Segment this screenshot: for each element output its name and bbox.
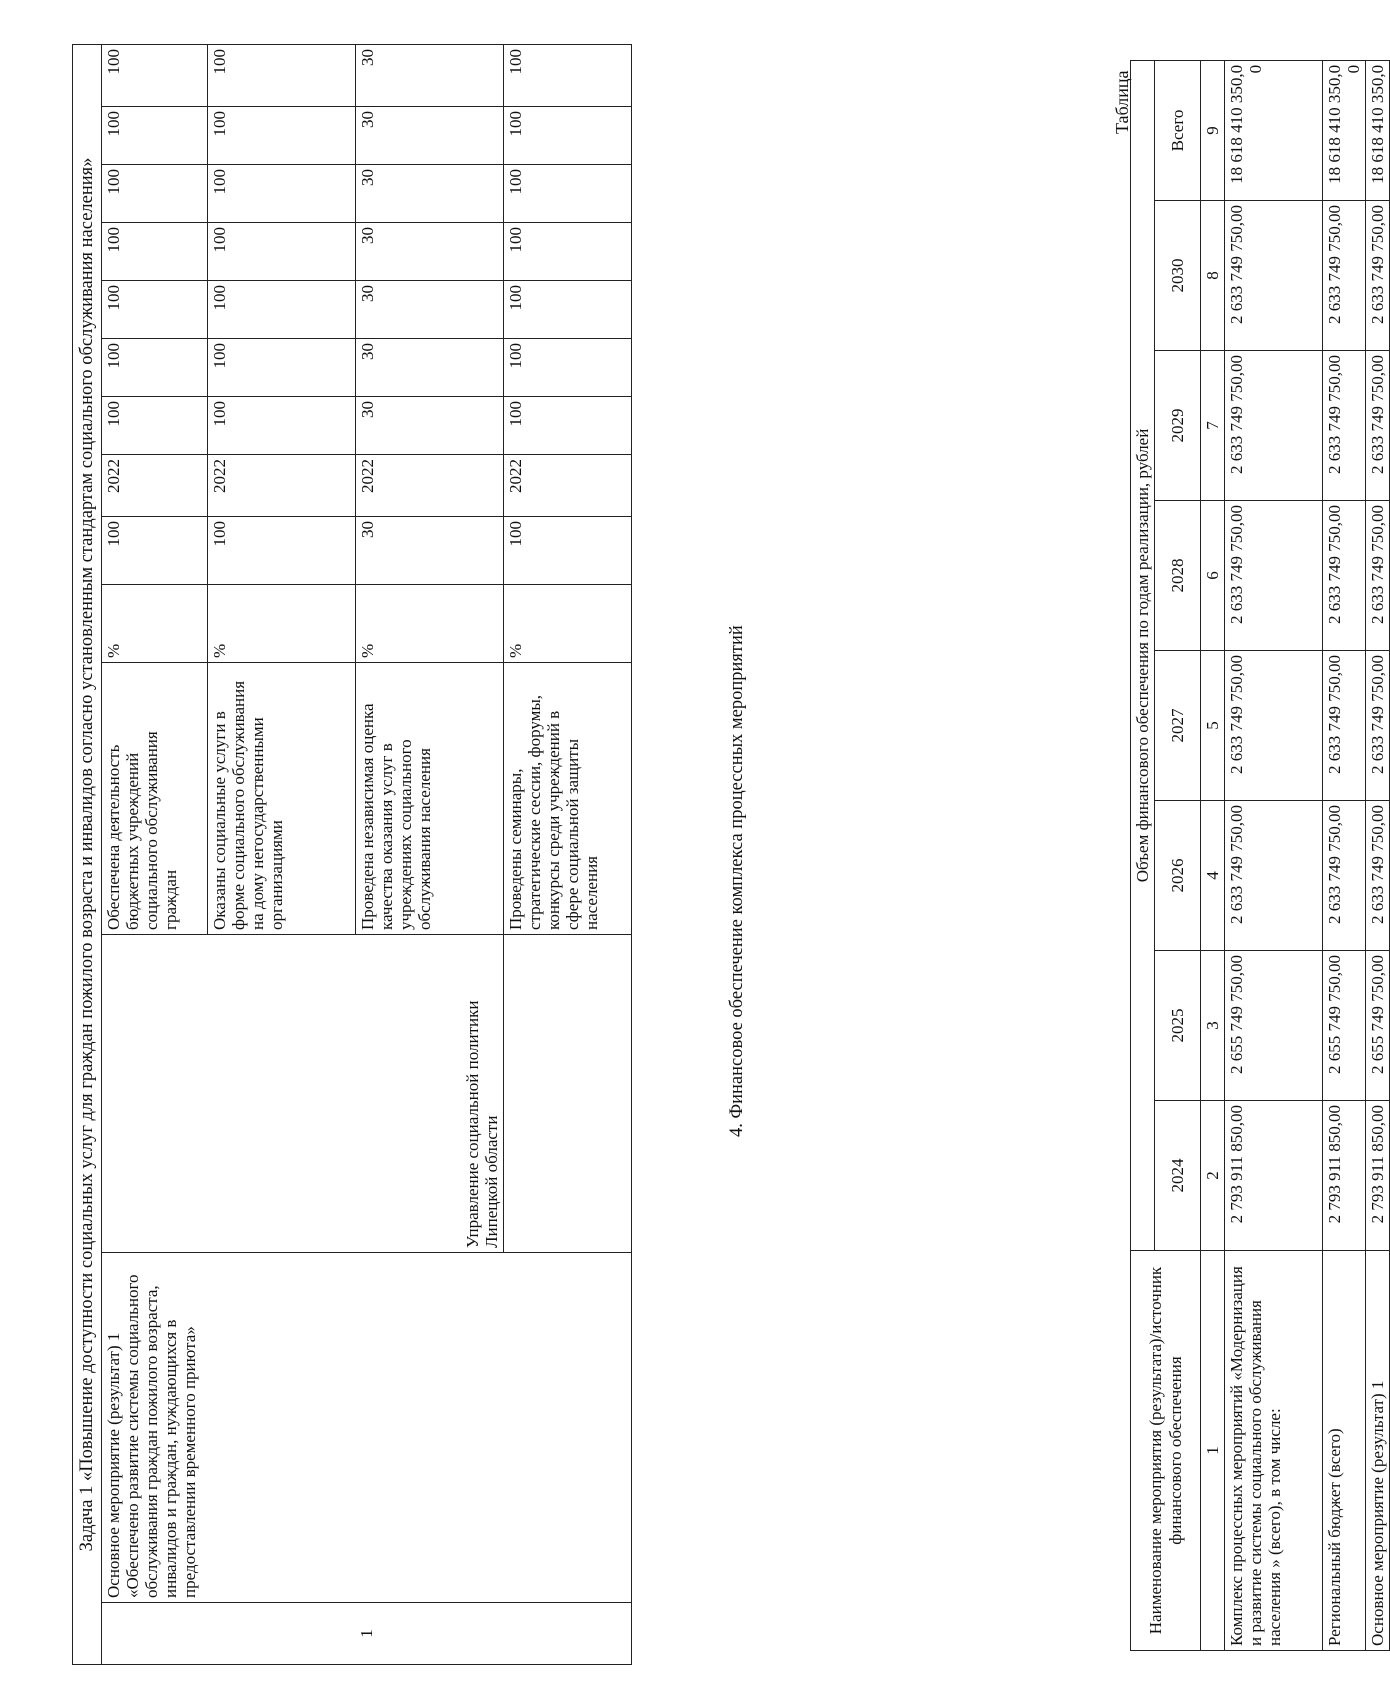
base-value: 100	[101, 517, 207, 585]
table-row	[101, 44, 207, 1664]
funding-group-header: Объем финансового обеспечения по годам реализации, рублей	[1131, 60, 1155, 1250]
row-number: 1	[101, 1603, 631, 1665]
year-header: 2027	[1155, 651, 1201, 801]
target-value: 30	[355, 339, 503, 397]
target-value: 100	[101, 223, 207, 281]
value-cell: 2 655 749 750,00	[1366, 951, 1390, 1101]
value-cell: 2 633 749 750,00	[1225, 351, 1323, 501]
target-value: 100	[503, 165, 631, 223]
total-value: 18 618 410 350,0	[1368, 64, 1388, 184]
target-value: 30	[355, 44, 503, 106]
target-value: 100	[207, 223, 355, 281]
table-row	[1366, 60, 1390, 1650]
base-value: 100	[207, 517, 355, 585]
total-cell	[1225, 60, 1323, 200]
value-cell: 2 633 749 750,00	[1366, 651, 1390, 801]
target-value: 30	[355, 223, 503, 281]
task-title-row	[73, 44, 102, 1664]
column-number-row	[1201, 60, 1225, 1650]
column-number: 9	[1201, 60, 1225, 200]
year-header: 2026	[1155, 801, 1201, 951]
table-label: Таблица	[1112, 70, 1132, 134]
value-cell: 2 633 749 750,00	[1225, 651, 1323, 801]
target-value: 100	[207, 339, 355, 397]
target-value: 100	[503, 107, 631, 165]
target-value: 30	[355, 107, 503, 165]
value-cell: 2 633 749 750,00	[1366, 801, 1390, 951]
year-header: 2030	[1155, 201, 1201, 351]
finance-table	[1130, 60, 1390, 1651]
target-value: 100	[101, 44, 207, 106]
value-cell: 2 633 749 750,00	[1225, 201, 1323, 351]
column-number: 7	[1201, 351, 1225, 501]
column-number: 8	[1201, 201, 1225, 351]
value-cell: 2 633 749 750,00	[1323, 351, 1366, 501]
column-number: 3	[1201, 951, 1225, 1101]
unit-cell: %	[101, 585, 207, 663]
value-cell: 2 633 749 750,00	[1323, 651, 1366, 801]
target-value: 100	[503, 281, 631, 339]
responsible-cell: Управление социальной политики Липецкой области	[101, 935, 503, 1253]
row-name: Основное мероприятие (результат) 1	[1366, 1251, 1390, 1651]
target-value: 100	[101, 397, 207, 455]
target-value: 100	[207, 397, 355, 455]
base-value: 30	[355, 517, 503, 585]
base-value: 100	[503, 517, 631, 585]
target-value: 100	[101, 107, 207, 165]
target-value: 100	[503, 339, 631, 397]
base-year: 2022	[207, 455, 355, 517]
column-number: 5	[1201, 651, 1225, 801]
value-cell: 2 633 749 750,00	[1225, 801, 1323, 951]
target-value: 100	[207, 107, 355, 165]
target-value: 30	[355, 281, 503, 339]
column-number: 1	[1201, 1251, 1225, 1651]
total-value: 18 618 410 350,0	[1325, 64, 1345, 184]
target-value: 100	[101, 339, 207, 397]
column-number: 4	[1201, 801, 1225, 951]
value-cell: 2 633 749 750,00	[1225, 501, 1323, 651]
target-value: 30	[355, 397, 503, 455]
target-value: 100	[207, 165, 355, 223]
value-cell: 2 633 749 750,00	[1323, 201, 1366, 351]
row-name: Комплекс процессных мероприятий «Модернизация и развитие системы социального обслуживания населения » (всего), в том числе:	[1225, 1251, 1323, 1651]
total-header: Всего	[1155, 60, 1201, 200]
result-name: Обеспечена деятельность бюджетных учреждений социального обслуживания граждан	[101, 663, 207, 935]
task-indicators-table	[72, 44, 632, 1665]
target-value: 100	[503, 223, 631, 281]
value-cell: 2 633 749 750,00	[1366, 351, 1390, 501]
value-cell: 2 633 749 750,00	[1366, 201, 1390, 351]
value-cell: 2 633 749 750,00	[1366, 501, 1390, 651]
task-title: Задача 1 «Повышение доступности социальных услуг для граждан пожилого возраста и инвалидов согласно установленным стандартам социального обслуживания населения»	[73, 44, 102, 1664]
base-year: 2022	[101, 455, 207, 517]
year-header: 2028	[1155, 501, 1201, 651]
total-value: 18 618 410 350,0	[1227, 64, 1247, 184]
target-value: 100	[207, 281, 355, 339]
result-name: Проведены семинары, стратегические сессии, форумы, конкурсы среди учреждений в сфере социальной защиты населения	[503, 663, 631, 935]
target-value: 100	[503, 44, 631, 106]
column-number: 6	[1201, 501, 1225, 651]
column-number: 2	[1201, 1101, 1225, 1251]
year-header: 2029	[1155, 351, 1201, 501]
unit-cell: %	[355, 585, 503, 663]
value-cell: 2 793 911 850,00	[1323, 1101, 1366, 1251]
target-value: 30	[355, 165, 503, 223]
year-header: 2025	[1155, 951, 1201, 1101]
total-cell	[1323, 60, 1366, 200]
value-cell: 2 655 749 750,00	[1323, 951, 1366, 1101]
value-cell: 2 633 749 750,00	[1323, 501, 1366, 651]
result-name: Оказаны социальные услуги в форме социального обслуживания на дому негосударственными организациями	[207, 663, 355, 935]
responsible-cell-continued	[503, 935, 631, 1253]
total-value-wrap: 0	[1246, 64, 1266, 74]
activity-source-header: Наименование мероприятия (результата)/источник финансового обеспечения	[1131, 1251, 1201, 1651]
base-year: 2022	[503, 455, 631, 517]
year-header: 2024	[1155, 1101, 1201, 1251]
section-heading: 4. Финансовое обеспечение комплекса процессных мероприятий	[727, 625, 747, 1137]
target-value: 100	[101, 281, 207, 339]
result-name: Проведена независимая оценка качества оказания услуг в учреждениях социального обслуживания населения	[355, 663, 503, 935]
table-row	[1225, 60, 1323, 1650]
value-cell: 2 633 749 750,00	[1323, 801, 1366, 951]
value-cell: 2 793 911 850,00	[1225, 1101, 1323, 1251]
value-cell: 2 655 749 750,00	[1225, 951, 1323, 1101]
table-row	[1323, 60, 1366, 1650]
base-year: 2022	[355, 455, 503, 517]
target-value: 100	[503, 397, 631, 455]
row-name: Региональный бюджет (всего)	[1323, 1251, 1366, 1651]
target-value: 100	[101, 165, 207, 223]
main-activity-cell: Основное мероприятие (результат) 1 «Обеспечено развитие системы социального обслуживания граждан пожилого возраста, инвалидов и граждан, нуждающихся в предоставлении временного приюта»	[101, 1253, 631, 1603]
total-cell	[1366, 60, 1390, 200]
finance-header-row	[1131, 60, 1155, 1650]
target-value: 100	[207, 44, 355, 106]
total-value-wrap: 0	[1344, 64, 1364, 74]
unit-cell: %	[503, 585, 631, 663]
unit-cell: %	[207, 585, 355, 663]
value-cell: 2 793 911 850,00	[1366, 1101, 1390, 1251]
